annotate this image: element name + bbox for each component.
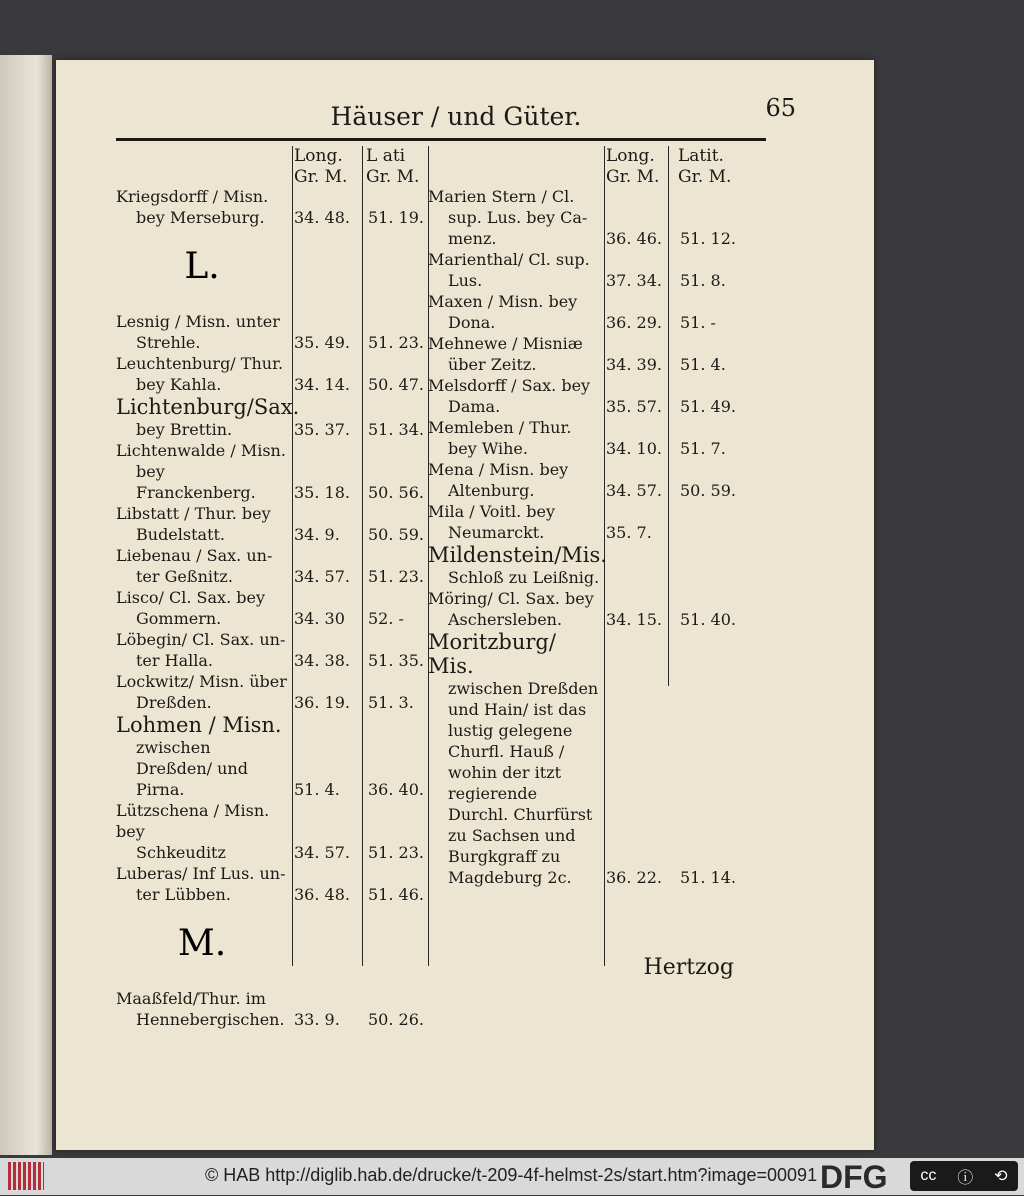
longitude-value: 36. 46. [606, 229, 662, 248]
place-name: Löbegin/ Cl. Sax. un- [116, 630, 286, 649]
page-number: 65 [765, 94, 796, 122]
gazetteer-entry [428, 588, 748, 630]
longitude-value: 34. 39. [606, 355, 662, 374]
section-letter: M. [177, 923, 227, 964]
place-location: über Zeitz. [448, 355, 537, 374]
place-name: Mildenstein/Mis. [428, 543, 607, 567]
gazetteer-entry [116, 800, 436, 863]
latitude-value: 51. 40. [680, 610, 736, 629]
place-location: ter Geßnitz. [136, 567, 233, 586]
gazetteer-entry [116, 988, 436, 1030]
place-name: Mehnewe / Misniæ [428, 334, 583, 353]
gazetteer-entry [428, 459, 748, 501]
gazetteer-entry [116, 863, 436, 905]
longitude-value: 37. 34. [606, 271, 662, 290]
gazetteer-entry [428, 501, 748, 543]
place-location: ter Halla. [136, 651, 213, 670]
place-location: bey Wihe. [448, 439, 528, 458]
right-column [428, 140, 748, 888]
gazetteer-entry [116, 186, 436, 228]
sa-icon: ⟲ [994, 1168, 1008, 1185]
footer-bar [0, 1158, 1024, 1195]
place-name: Libstatt / Thur. bey [116, 504, 271, 523]
latitude-value: 51. 23. [368, 333, 424, 352]
place-location: Lus. [448, 271, 483, 290]
place-location: Hennebergischen. [136, 1010, 285, 1029]
place-name: Lohmen / Misn. [116, 713, 282, 737]
longitude-value: 34. 15. [606, 610, 662, 629]
place-name: Luberas/ Inf Lus. un- [116, 864, 286, 883]
latitude-value: 36. 40. [368, 780, 424, 799]
left-column [116, 140, 436, 1030]
catchword: Hertzog [643, 955, 734, 980]
place-location: bey Franckenberg. [136, 462, 256, 502]
latitude-value: 51. 14. [680, 868, 736, 887]
latitude-value: 50. 56. [368, 483, 424, 502]
place-location: zwischen Dreßden und Hain/ ist das lustig gelegene Churfl. Hauß / wohin der itzt regierende Durchl. Churfürst zu Sachsen und Burgkgraff zu Magdeburg 2c. [448, 679, 599, 887]
place-location: Gommern. [136, 609, 222, 628]
section-letter: L. [184, 246, 220, 287]
place-location: Neumarckt. [448, 523, 545, 542]
latitude-value: 51. 8. [680, 271, 726, 290]
gazetteer-entry [428, 291, 748, 333]
latitude-value: 51. 19. [368, 208, 424, 227]
latitude-value: 50. 26. [368, 1010, 424, 1029]
place-name: Lockwitz/ Misn. über [116, 672, 287, 691]
gazetteer-entry [116, 503, 436, 545]
latitude-value: 51. - [680, 313, 716, 332]
longitude-value: 34. 57. [294, 843, 350, 862]
longitude-value: 35. 7. [606, 523, 652, 542]
place-location: ter Lübben. [136, 885, 231, 904]
longitude-value: 33. 9. [294, 1010, 340, 1029]
longitude-value: 51. 4. [294, 780, 340, 799]
longitude-value: 34. 9. [294, 525, 340, 544]
latitude-value: 51. 3. [368, 693, 414, 712]
longitude-value: 36. 48. [294, 885, 350, 904]
longitude-value: 34. 14. [294, 375, 350, 394]
latitude-value: 50. 59. [680, 481, 736, 500]
place-name: Mila / Voitl. bey [428, 502, 556, 521]
longitude-value: 36. 29. [606, 313, 662, 332]
place-name: Melsdorff / Sax. bey [428, 376, 591, 395]
latitude-value: 50. 59. [368, 525, 424, 544]
place-name: Möring/ Cl. Sax. bey [428, 589, 594, 608]
gazetteer-entry [116, 587, 436, 629]
place-name: Lützschena / Misn. bey [116, 801, 270, 841]
gazetteer-entry [116, 440, 436, 503]
place-name: Memleben / Thur. [428, 418, 572, 437]
copyright-link[interactable]: © HAB http://diglib.hab.de/drucke/t-209-4f-helmst-2s/start.htm?image=00091 [205, 1165, 818, 1185]
place-name: Lichtenburg/Sax. [116, 395, 300, 419]
page-header [116, 94, 796, 138]
latitude-value: 51. 23. [368, 843, 424, 862]
adjacent-page-edge [0, 55, 52, 1155]
longitude-value: 35. 18. [294, 483, 350, 502]
place-location: Dona. [448, 313, 496, 332]
place-name: Leuchtenburg/ Thur. [116, 354, 284, 373]
longitude-value: 34. 10. [606, 439, 662, 458]
latitude-value: 51. 12. [680, 229, 736, 248]
place-name: Maxen / Misn. bey [428, 292, 578, 311]
gazetteer-entry [116, 353, 436, 395]
by-icon: ⓘ [957, 1169, 974, 1187]
book-page [56, 60, 874, 1150]
place-name: Liebenau / Sax. un- [116, 546, 273, 565]
latitude-value: 51. 49. [680, 397, 736, 416]
column-header: Long. Gr. M. L ati Gr. M. [294, 146, 420, 187]
place-name: Moritzburg/ Mis. [428, 630, 556, 678]
gazetteer-entry [116, 713, 436, 800]
longitude-value: 35. 37. [294, 420, 350, 439]
longitude-value: 35. 49. [294, 333, 350, 352]
place-name: Lesnig / Misn. unter [116, 312, 280, 331]
latitude-value: 51. 4. [680, 355, 726, 374]
dfg-logo: DFG [820, 1159, 888, 1195]
running-title: Häuser / und Güter. [330, 102, 582, 131]
latitude-value: 51. 35. [368, 651, 424, 670]
place-location: Dama. [448, 397, 501, 416]
gazetteer-entry [116, 671, 436, 713]
place-name: Mena / Misn. bey [428, 460, 569, 479]
longitude-value: 36. 19. [294, 693, 350, 712]
place-name: Kriegsdorff / Misn. [116, 187, 269, 206]
place-location: bey Brettin. [136, 420, 233, 439]
longitude-value: 35. 57. [606, 397, 662, 416]
place-name: Marienthal/ Cl. sup. [428, 250, 590, 269]
gazetteer-entry [428, 249, 748, 291]
longitude-value: 34. 57. [294, 567, 350, 586]
gazetteer-entry [428, 417, 748, 459]
cc-icon: cc [920, 1167, 937, 1184]
gazetteer-entry [116, 545, 436, 587]
place-location: Dreßden. [136, 693, 212, 712]
cc-license-badge[interactable] [910, 1161, 1018, 1191]
place-location: Aschersleben. [448, 610, 563, 629]
column-header: Long. Gr. M. Latit. Gr. M. [606, 146, 732, 187]
place-name: Maaßfeld/Thur. im [116, 989, 266, 1008]
longitude-value: 34. 57. [606, 481, 662, 500]
place-location: Altenburg. [448, 481, 535, 500]
place-location: Schkeuditz [136, 843, 226, 862]
place-location: bey Merseburg. [136, 208, 265, 227]
gazetteer-entry [116, 395, 436, 440]
gazetteer-entry [428, 333, 748, 375]
latitude-value: 51. 7. [680, 439, 726, 458]
place-name: Lisco/ Cl. Sax. bey [116, 588, 265, 607]
longitude-value: 36. 22. [606, 868, 662, 887]
gazetteer-entry [428, 543, 748, 588]
latitude-value: 50. 47. [368, 375, 424, 394]
place-location: zwischen Dreßden/ und Pirna. [136, 738, 248, 799]
place-name: Lichtenwalde / Misn. [116, 441, 286, 460]
library-logo-icon [8, 1162, 44, 1190]
place-name: Marien Stern / Cl. [428, 187, 575, 206]
latitude-value: 52. - [368, 609, 404, 628]
gazetteer-entry [116, 311, 436, 353]
place-location: Schloß zu Leißnig. [448, 568, 600, 587]
longitude-value: 34. 48. [294, 208, 350, 227]
latitude-value: 51. 34. [368, 420, 424, 439]
place-location: bey Kahla. [136, 375, 222, 394]
gazetteer-entry [116, 629, 436, 671]
latitude-value: 51. 46. [368, 885, 424, 904]
longitude-value: 34. 30 [294, 609, 345, 628]
place-location: Strehle. [136, 333, 201, 352]
longitude-value: 34. 38. [294, 651, 350, 670]
latitude-value: 51. 23. [368, 567, 424, 586]
place-location: sup. Lus. bey Ca-menz. [448, 208, 588, 248]
gazetteer-entry [428, 186, 748, 249]
gazetteer-entry [428, 375, 748, 417]
place-location: Budelstatt. [136, 525, 226, 544]
gazetteer-entry [428, 630, 748, 888]
